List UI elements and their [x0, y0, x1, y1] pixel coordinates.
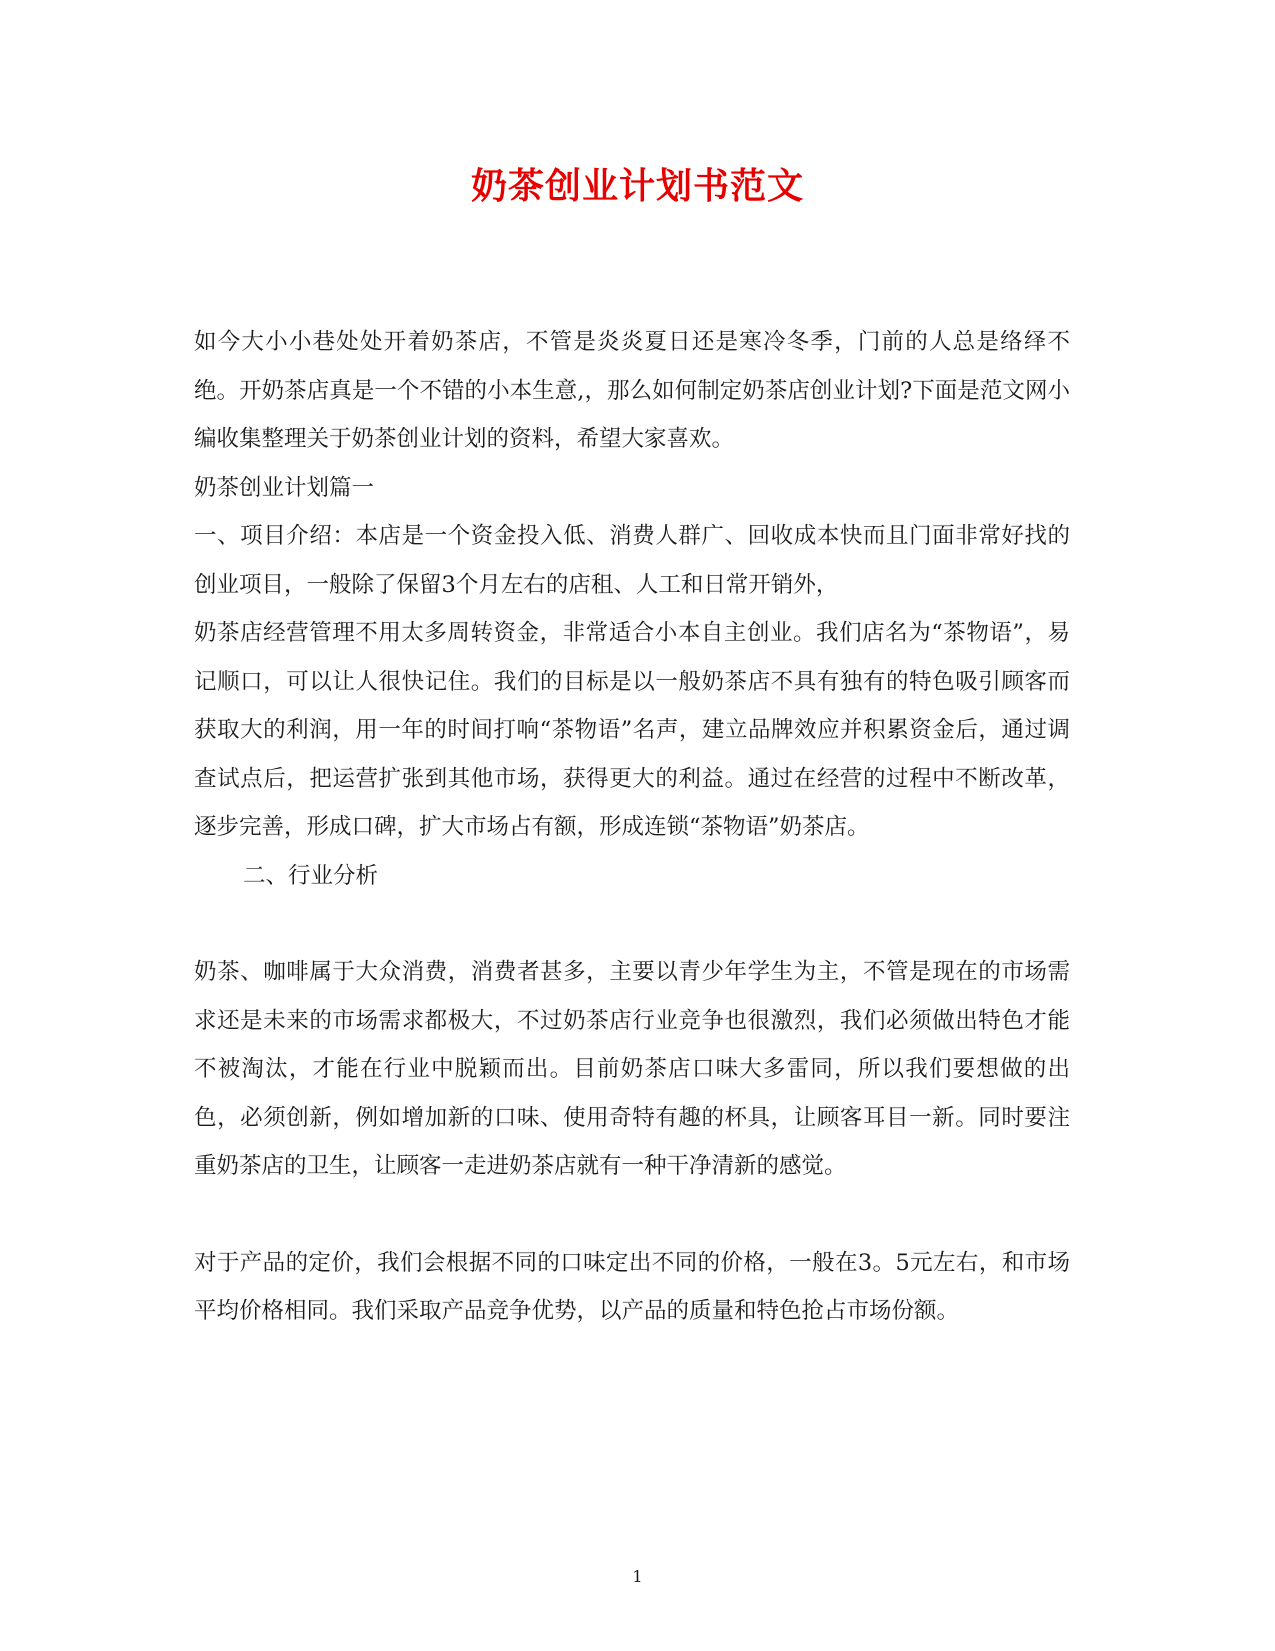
section-heading-plan-one: 奶茶创业计划篇一 — [194, 474, 375, 501]
management-paragraph: 奶茶店经营管理不用太多周转资金，非常适合小本自主创业。我们店名为“茶物语”，易记顺口，可以让人很快记住。我们的目标是以一般奶茶店不具有独有的特色吸引顾客而获取大的利润，用一年的时间打响“茶物语”名声，建立品牌效应并积累资金后，通过调查试点后，把运营扩张到其他市场，获得更大的利益。通过在经营的过程中不断改革，逐步完善，形成口碑，扩大市场占有额，形成连锁“茶物语”奶茶店。 — [194, 620, 1070, 840]
document-title: 奶茶创业计划书范文 — [470, 165, 804, 207]
industry-analysis-paragraph: 奶茶、咖啡属于大众消费，消费者甚多，主要以青少年学生为主，不管是现在的市场需求还是未来的市场需求都极大，不过奶茶店行业竞争也很激烈，我们必须做出特色才能不被淘汰，才能在行业中脱颖而出。目前奶茶店口味大多雷同，所以我们要想做的出色，必须创新，例如增加新的口味、使用奇特有趣的杯具，让顾客耳目一新。同时要注重奶茶店的卫生，让顾客一走进奶茶店就有一种干净清新的感觉。 — [194, 959, 1070, 1179]
paragraph-spacer — [194, 1191, 1070, 1239]
intro-paragraph: 如今大小小巷处处开着奶茶店，不管是炎炎夏日还是寒冷冬季，门前的人总是络绎不绝。开奶茶店真是一个不错的小本生意,，那么如何制定奶茶店创业计划?下面是范文网小编收集整理关于奶茶创业计划的资料，希望大家喜欢。 — [194, 329, 1070, 452]
document-body — [194, 318, 1070, 1336]
page-number: 1 — [632, 1567, 643, 1586]
paragraph-spacer — [194, 900, 1070, 948]
project-intro-paragraph: 一、项目介绍：本店是一个资金投入低、消费人群广、回收成本快而且门面非常好找的创业项目，一般除了保留3个月左右的店租、人工和日常开销外， — [194, 523, 1070, 598]
pricing-paragraph: 对于产品的定价，我们会根据不同的口味定出不同的价格，一般在3。5元左右，和市场平均价格相同。我们采取产品竞争优势，以产品的质量和特色抢占市场份额。 — [194, 1249, 1070, 1324]
section-heading-industry-analysis: 二、行业分析 — [243, 862, 379, 889]
